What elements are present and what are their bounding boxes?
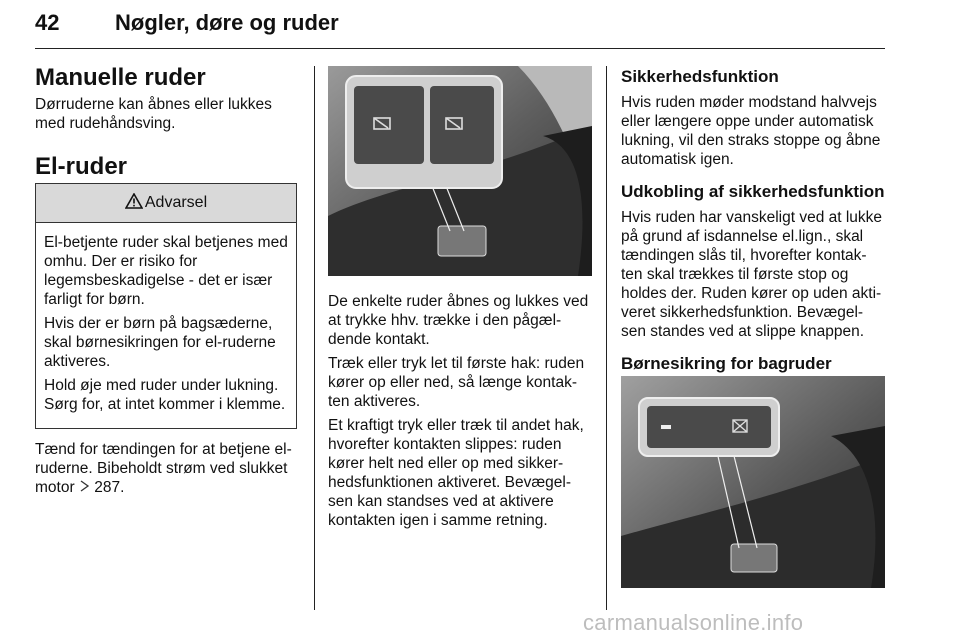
text-manual-windows: Dørruderne kan åbnes eller lukkes med rudehåndsving. <box>35 96 272 132</box>
column-1-lower <box>35 440 300 497</box>
page-number: 42 <box>35 10 60 35</box>
page-title: Nøgler, døre og ruder <box>115 10 339 35</box>
warning-triangle-icon <box>125 193 143 214</box>
warning-title: Advarsel <box>144 194 208 211</box>
text-first-detent: Træk eller tryk let til første hak: ruden kører op eller ned, så længe kontak-ten aktiveres. <box>328 355 585 410</box>
column-3 <box>621 66 887 375</box>
column-divider-2 <box>606 66 607 610</box>
watermark: carmanualsonline.info <box>583 610 804 635</box>
text-ignition <box>35 440 300 497</box>
heading-electric-windows: El-ruder <box>35 153 128 180</box>
text-second-detent: Et kraftigt tryk eller træk til andet hak, hvorefter kontakten slippes: ruden kører helt ned eller op med sikker-hedsfunktionen aktiveret. Bevægel-sen kan standses ved at aktivere kontakten igen i samme retning. <box>328 417 584 529</box>
column-divider-1 <box>314 66 315 610</box>
warning-paragraph-1: El-betjente ruder skal betjenes med omhu. Der er risiko for legemsbeskadigelse - det er især farligt for børn. <box>44 234 288 308</box>
text-ignition-body: Tænd for tændingen for at betjene el-ruderne. Bibeholdt strøm ved slukket motor <box>35 441 292 496</box>
warning-body <box>36 223 296 414</box>
heading-child-lock: Børnesikring for bagruder <box>621 354 832 373</box>
heading-manual-windows: Manuelle ruder <box>35 64 206 91</box>
text-override: Hvis ruden har vanskeligt ved at lukke på grund af isdannelse el.lign., skal tændingen slås til, hvorefter kontak-ten skal trækkes til første stop og holdes der. Ruden kører op uden akti-veret sikkerhedsfunktion. Bevægel-sen standes ved at slippe knappen. <box>621 209 883 340</box>
column-1 <box>35 64 300 181</box>
text-operation: De enkelte ruder åbnes og lukkes ved at trykke hhv. trække i den pågæl-dende kontakt. <box>328 293 589 348</box>
warning-paragraph-3: Hold øje med ruder under lukning. Sørg for, at intet kommer i klemme. <box>44 377 286 413</box>
page-reference-icon[interactable] <box>79 478 90 497</box>
page-header <box>35 10 885 50</box>
warning-paragraph-2: Hvis der er børn på bagsæderne, skal børnesikringen for el-ruderne aktiveres. <box>44 315 276 370</box>
column-2-text <box>328 292 594 530</box>
heading-safety-function: Sikkerhedsfunktion <box>621 67 779 86</box>
window-switch-photo <box>328 66 592 276</box>
text-safety-function: Hvis ruden møder modstand halvvejs eller længere oppe under automatisk lukning, vil den straks stoppe og åbne automatisk igen. <box>621 94 881 168</box>
child-lock-photo <box>621 376 885 588</box>
warning-header <box>36 184 296 223</box>
heading-override: Udkobling af sikkerhedsfunktion <box>621 182 885 201</box>
header-rule <box>35 48 885 49</box>
page-reference[interactable]: 287. <box>94 479 125 496</box>
warning-box <box>35 183 297 429</box>
